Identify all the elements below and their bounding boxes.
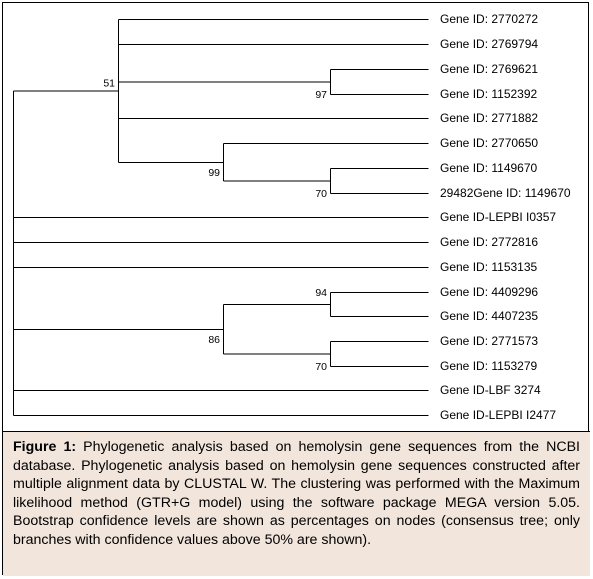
- leaf-label: Gene ID-LEPBI I2477: [440, 408, 557, 422]
- leaf-label: Gene ID: 2769621: [440, 62, 539, 76]
- caption-label: Figure 1:: [13, 439, 77, 455]
- tree-svg: [3, 3, 590, 431]
- figure-caption: [3, 431, 590, 576]
- phylogenetic-tree: [3, 3, 590, 431]
- leaf-label: Gene ID: 2771882: [440, 111, 539, 125]
- leaf-label: Gene ID: 2770272: [440, 12, 539, 26]
- bootstrap-label: 99: [208, 166, 220, 179]
- bootstrap-label: 94: [315, 287, 327, 299]
- bootstrap-label: 70: [315, 188, 327, 200]
- leaf-label: Gene ID: 4409296: [440, 285, 539, 299]
- leaf-label: Gene ID: 4407235: [440, 309, 539, 323]
- leaf-label: Gene ID: 2770650: [440, 136, 539, 150]
- bootstrap-label: 51: [103, 77, 115, 90]
- leaf-label: Gene ID: 1153135: [440, 260, 538, 274]
- leaf-label: Gene ID: 2769794: [440, 37, 539, 51]
- leaf-label: Gene ID: 2771573: [440, 334, 539, 348]
- caption-text: Phylogenetic analysis based on hemolysin gene sequences from the NCBI database. Phylogenetic analysis based on hemolysin gene sequences constructed after multiple alignment data by CLUSTAL W. The clustering was performed with the Maximum likelihood method (GTR+G model) using the software package MEGA version 5.05. Bootstrap confidence levels are shown as percentages on nodes (consensus tree; only branches with confidence values above 50% are shown).: [13, 439, 580, 548]
- leaf-label: Gene ID-LBF 3274: [440, 383, 541, 397]
- bootstrap-label: 86: [208, 333, 220, 346]
- leaf-label: 29482Gene ID: 1149670: [440, 186, 571, 200]
- leaf-label: Gene ID: 1149670: [440, 161, 538, 175]
- bootstrap-label: 70: [315, 361, 327, 373]
- bootstrap-label: 97: [315, 89, 327, 101]
- leaf-label: Gene ID: 2772816: [440, 235, 539, 249]
- leaf-label: Gene ID: 1152392: [440, 87, 538, 101]
- figure: [2, 2, 589, 575]
- leaf-label: Gene ID: 1153279: [440, 359, 538, 373]
- leaf-label: Gene ID-LEPBI I0357: [440, 210, 557, 224]
